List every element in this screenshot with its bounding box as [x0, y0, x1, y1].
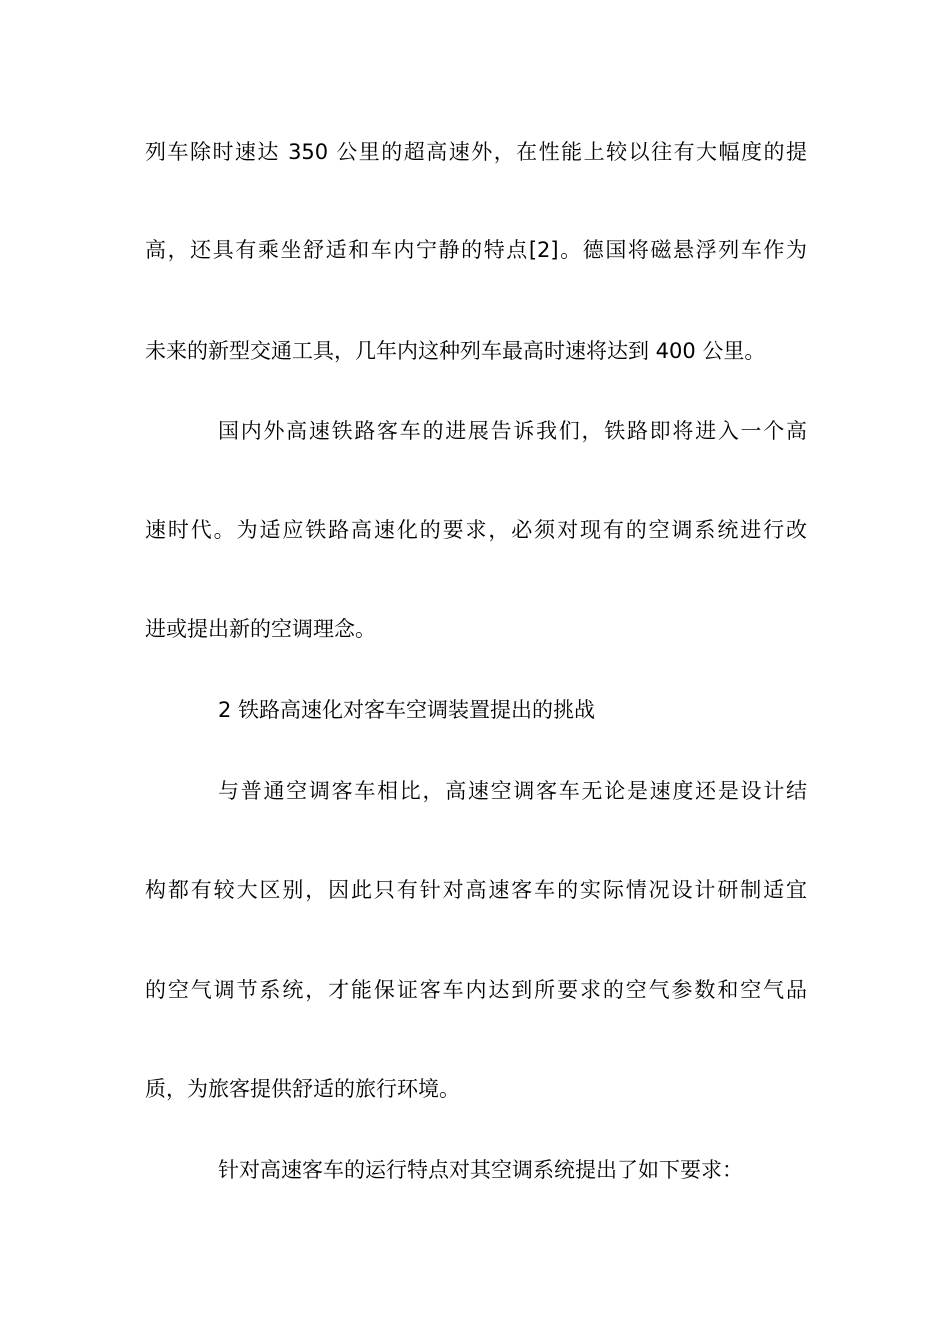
paragraph-line: 进或提出新的空调理念。 — [145, 617, 376, 641]
paragraph-line: 列车除时速达 350 公里的超高速外，在性能上较以往有大幅度的提 — [145, 140, 807, 164]
paragraph-line: 高，还具有乘坐舒适和车内宁静的特点[2]。德国将磁悬浮列车作为 — [145, 238, 807, 262]
paragraph-line: 针对高速客车的运行特点对其空调系统提出了如下要求： — [218, 1158, 743, 1182]
paragraph-line: 未来的新型交通工具，几年内这种列车最高时速将达到 400 公里。 — [145, 339, 766, 363]
paragraph-line: 国内外高速铁路客车的进展告诉我们，铁路即将进入一个高 — [218, 419, 807, 443]
paragraph-line: 的空气调节系统，才能保证客车内达到所要求的空气参数和空气品 — [145, 978, 807, 1002]
section-heading: 2 铁路高速化对客车空调装置提出的挑战 — [218, 698, 596, 722]
paragraph-line: 构都有较大区别，因此只有针对高速客车的实际情况设计研制适宜 — [145, 878, 807, 902]
paragraph-line: 质，为旅客提供舒适的旅行环境。 — [145, 1077, 460, 1101]
paragraph-line: 与普通空调客车相比，高速空调客车无论是速度还是设计结 — [218, 779, 807, 803]
paragraph-line: 速时代。为适应铁路高速化的要求，必须对现有的空调系统进行改 — [145, 518, 807, 542]
